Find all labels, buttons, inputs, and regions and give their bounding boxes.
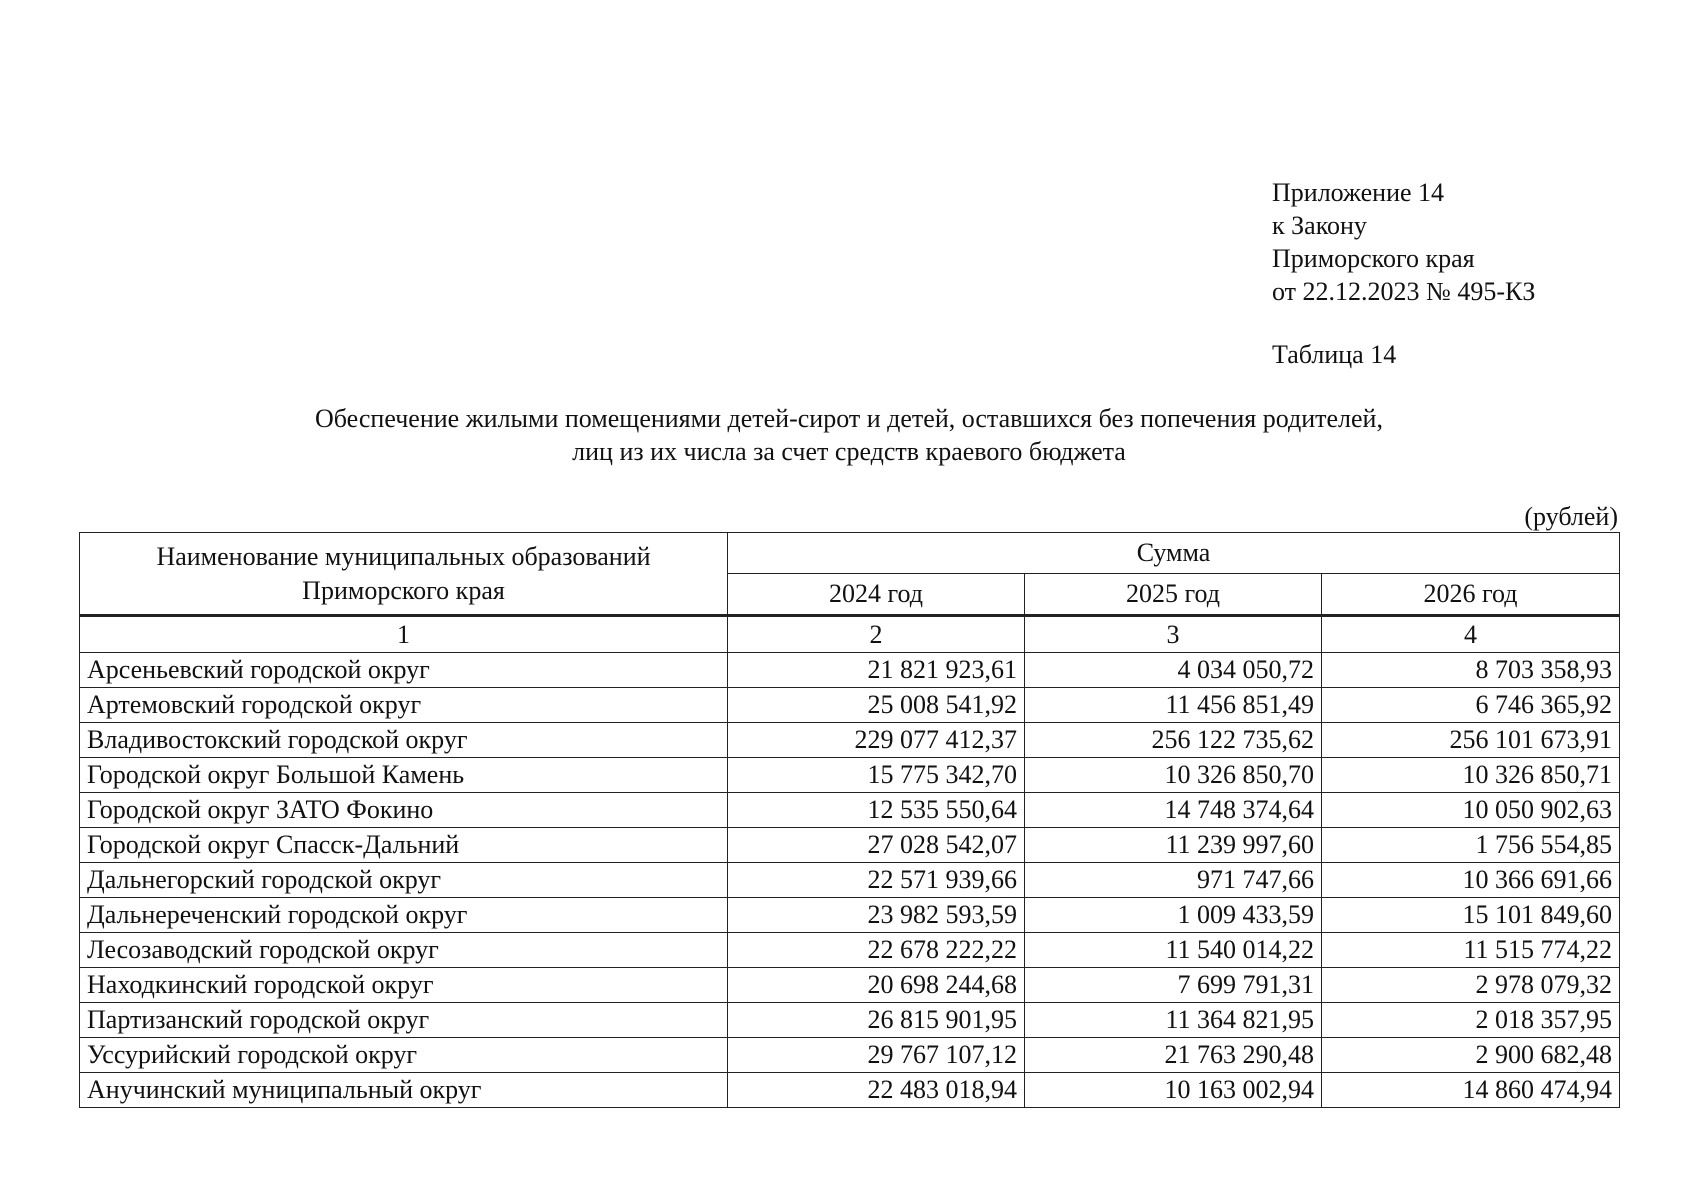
- municipality-name: Лесозаводский городской округ: [80, 933, 728, 968]
- table-row: [80, 758, 1620, 793]
- table-body: [80, 616, 1620, 1108]
- header-name-line: Наименование муниципальных образований: [156, 541, 651, 571]
- table-row: [80, 968, 1620, 1003]
- column-number: 3: [1025, 616, 1322, 653]
- header-row: [80, 533, 1620, 574]
- appendix-line: от 22.12.2023 № 495-КЗ: [1272, 277, 1536, 306]
- table-row: [80, 1003, 1620, 1038]
- amount-2024: 27 028 542,07: [728, 828, 1025, 863]
- amount-2024: 23 982 593,59: [728, 898, 1025, 933]
- amount-2026: 11 515 774,22: [1322, 933, 1620, 968]
- amount-2025: 14 748 374,64: [1025, 793, 1322, 828]
- municipality-name: Арсеньевский городской округ: [80, 653, 728, 688]
- municipality-name: Дальнегорский городской округ: [80, 863, 728, 898]
- municipality-name: Находкинский городской округ: [80, 968, 728, 1003]
- amount-2026: 14 860 474,94: [1322, 1073, 1620, 1108]
- municipality-name: Уссурийский городской округ: [80, 1038, 728, 1073]
- amount-2026: 8 703 358,93: [1322, 653, 1620, 688]
- appendix-line: Приморского края: [1272, 244, 1475, 273]
- amount-2025: 971 747,66: [1025, 863, 1322, 898]
- amount-2026: 2 018 357,95: [1322, 1003, 1620, 1038]
- amount-2024: 29 767 107,12: [728, 1038, 1025, 1073]
- amount-2026: 10 326 850,71: [1322, 758, 1620, 793]
- appendix-line: к Закону: [1272, 211, 1367, 240]
- amount-2025: 11 540 014,22: [1025, 933, 1322, 968]
- municipality-name: Городской округ Большой Камень: [80, 758, 728, 793]
- table-row: [80, 933, 1620, 968]
- table-row: [80, 828, 1620, 863]
- amount-2024: 21 821 923,61: [728, 653, 1025, 688]
- amount-2026: 6 746 365,92: [1322, 688, 1620, 723]
- amount-2026: 1 756 554,85: [1322, 828, 1620, 863]
- table-header: [80, 533, 1620, 616]
- header-year: 2025 год: [1025, 574, 1322, 616]
- table-row: [80, 898, 1620, 933]
- amount-2025: 11 364 821,95: [1025, 1003, 1322, 1038]
- table-row: [80, 653, 1620, 688]
- budget-table: [79, 532, 1620, 1108]
- column-number: 4: [1322, 616, 1620, 653]
- header-name-line: Приморского края: [302, 575, 505, 605]
- amount-2025: 10 163 002,94: [1025, 1073, 1322, 1108]
- units-label: (рублей): [1524, 502, 1618, 531]
- amount-2026: 2 978 079,32: [1322, 968, 1620, 1003]
- amount-2026: 10 366 691,66: [1322, 863, 1620, 898]
- amount-2025: 11 239 997,60: [1025, 828, 1322, 863]
- municipality-name: Владивостокский городской округ: [80, 723, 728, 758]
- amount-2025: 10 326 850,70: [1025, 758, 1322, 793]
- amount-2026: 10 050 902,63: [1322, 793, 1620, 828]
- amount-2024: 20 698 244,68: [728, 968, 1025, 1003]
- header-sum: Сумма: [728, 533, 1620, 574]
- title-line: Обеспечение жилыми помещениями детей-сирот и детей, оставшихся без попечения родителей,: [315, 404, 1383, 433]
- amount-2025: 4 034 050,72: [1025, 653, 1322, 688]
- header-year: 2026 год: [1322, 574, 1620, 616]
- header-municipality: [80, 533, 728, 616]
- table-row: [80, 863, 1620, 898]
- amount-2024: 15 775 342,70: [728, 758, 1025, 793]
- table-row: [80, 1073, 1620, 1108]
- municipality-name: Артемовский городской округ: [80, 688, 728, 723]
- table-row: [80, 793, 1620, 828]
- municipality-name: Дальнереченский городской округ: [80, 898, 728, 933]
- amount-2025: 1 009 433,59: [1025, 898, 1322, 933]
- amount-2025: 11 456 851,49: [1025, 688, 1322, 723]
- column-number-row: [80, 616, 1620, 653]
- municipality-name: Партизанский городской округ: [80, 1003, 728, 1038]
- amount-2024: 22 678 222,22: [728, 933, 1025, 968]
- amount-2026: 256 101 673,91: [1322, 723, 1620, 758]
- amount-2024: 12 535 550,64: [728, 793, 1025, 828]
- table-number: Таблица 14: [1272, 340, 1397, 369]
- municipality-name: Анучинский муниципальный округ: [80, 1073, 728, 1108]
- amount-2024: 26 815 901,95: [728, 1003, 1025, 1038]
- table-row: [80, 723, 1620, 758]
- appendix-line: Приложение 14: [1272, 178, 1445, 207]
- municipality-name: Городской округ ЗАТО Фокино: [80, 793, 728, 828]
- header-year: 2024 год: [728, 574, 1025, 616]
- amount-2026: 2 900 682,48: [1322, 1038, 1620, 1073]
- column-number: 1: [80, 616, 728, 653]
- table-row: [80, 1038, 1620, 1073]
- amount-2025: 7 699 791,31: [1025, 968, 1322, 1003]
- amount-2024: 22 571 939,66: [728, 863, 1025, 898]
- column-number: 2: [728, 616, 1025, 653]
- amount-2024: 25 008 541,92: [728, 688, 1025, 723]
- appendix-block: [1272, 176, 1535, 308]
- amount-2024: 22 483 018,94: [728, 1073, 1025, 1108]
- amount-2024: 229 077 412,37: [728, 723, 1025, 758]
- document-title: [0, 402, 1698, 468]
- amount-2026: 15 101 849,60: [1322, 898, 1620, 933]
- municipality-name: Городской округ Спасск-Дальний: [80, 828, 728, 863]
- table-row: [80, 688, 1620, 723]
- title-line: лиц из их числа за счет средств краевого бюджета: [572, 437, 1126, 466]
- amount-2025: 21 763 290,48: [1025, 1038, 1322, 1073]
- amount-2025: 256 122 735,62: [1025, 723, 1322, 758]
